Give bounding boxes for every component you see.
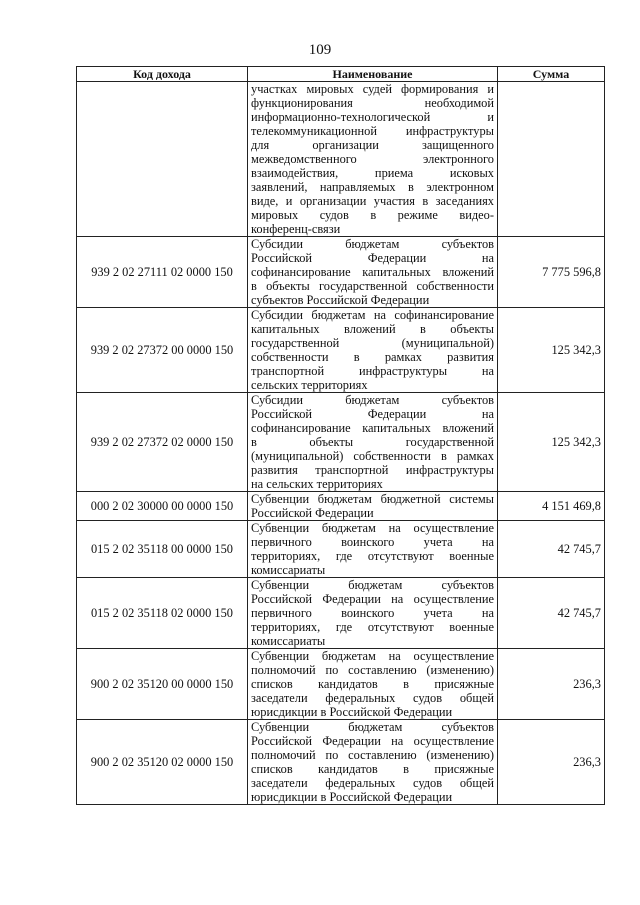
name-line: информационно-технологической и [251, 110, 494, 124]
name-line: государственной (муниципальной) [251, 336, 494, 350]
name-line: развития транспортной инфраструктуры [251, 463, 494, 477]
name-line: первичного воинского учета на [251, 535, 494, 549]
table-body [77, 82, 605, 805]
income-code-cell: 900 2 02 35120 02 0000 150 [77, 720, 248, 805]
name-line: в объекты государственной собственности [251, 279, 494, 293]
income-name-cell [248, 720, 498, 805]
name-line: на сельских территориях [251, 477, 383, 491]
amount-cell: 42 745,7 [498, 521, 605, 578]
header-name: Наименование [248, 67, 498, 82]
name-line: Субвенции бюджетам бюджетной системы [251, 492, 494, 506]
name-line: Субсидии бюджетам субъектов [251, 237, 494, 251]
table-row [77, 492, 605, 521]
name-line: для организации защищенного [251, 138, 494, 152]
name-line: территориях, где отсутствуют военные [251, 549, 494, 563]
income-code-cell: 900 2 02 35120 00 0000 150 [77, 649, 248, 720]
name-line: Российской Федерации на [251, 251, 494, 265]
name-line: комиссариаты [251, 563, 326, 577]
name-line: (муниципальной) собственности в рамках [251, 449, 494, 463]
income-name-cell [248, 82, 498, 237]
name-line: списков кандидатов в присяжные [251, 762, 494, 776]
page-number: 109 [308, 42, 332, 58]
table-row [77, 649, 605, 720]
name-line: межведомственного электронного [251, 152, 494, 166]
name-line: собственности в рамках развития [251, 350, 494, 364]
name-line: Субвенции бюджетам на осуществление [251, 649, 494, 663]
income-name-cell [248, 308, 498, 393]
name-line: комиссариаты [251, 634, 326, 648]
name-line: капитальных вложений в объекты [251, 322, 494, 336]
income-name-cell [248, 521, 498, 578]
name-line: конференц-связи [251, 222, 341, 236]
amount-cell: 125 342,3 [498, 308, 605, 393]
name-line: Субвенции бюджетам субъектов [251, 720, 494, 734]
name-line: заявлений, направляемых в электронном [251, 180, 494, 194]
table-row [77, 521, 605, 578]
amount-cell: 236,3 [498, 649, 605, 720]
table-header-row [77, 67, 605, 82]
name-line: виде, и организации участия в заседаниях [251, 194, 494, 208]
name-line: юрисдикции в Российской Федерации [251, 790, 453, 804]
name-line: полномочий по составлению (изменению) [251, 748, 494, 762]
name-line: Российской Федерации [251, 506, 374, 520]
name-line: участках мировых судей формирования и [251, 82, 494, 96]
header-sum: Сумма [498, 67, 605, 82]
name-line: Российской Федерации на [251, 407, 494, 421]
table-row [77, 82, 605, 237]
header-code: Код дохода [77, 67, 248, 82]
name-line: заседатели федеральных судов общей [251, 776, 494, 790]
amount-cell [498, 82, 605, 237]
income-code-cell: 939 2 02 27372 00 0000 150 [77, 308, 248, 393]
income-name-cell [248, 649, 498, 720]
income-name-cell [248, 492, 498, 521]
amount-cell: 4 151 469,8 [498, 492, 605, 521]
name-line: транспортной инфраструктуры на [251, 364, 494, 378]
income-name-cell [248, 393, 498, 492]
amount-cell: 125 342,3 [498, 393, 605, 492]
name-line: Российской Федерации на осуществление [251, 734, 494, 748]
name-line: Субвенции бюджетам на осуществление [251, 521, 494, 535]
name-line: Субсидии бюджетам на софинансирование [251, 308, 494, 322]
name-line: взаимодействия, приема исковых [251, 166, 494, 180]
income-code-cell: 015 2 02 35118 02 0000 150 [77, 578, 248, 649]
table-row [77, 578, 605, 649]
name-line: территориях, где отсутствуют военные [251, 620, 494, 634]
name-line: первичного воинского учета на [251, 606, 494, 620]
table-row [77, 720, 605, 805]
name-line: полномочий по составлению (изменению) [251, 663, 494, 677]
table-row [77, 237, 605, 308]
name-line: функционирования необходимой [251, 96, 494, 110]
name-line: телекоммуникационной инфраструктуры [251, 124, 494, 138]
name-line: Субсидии бюджетам субъектов [251, 393, 494, 407]
income-code-cell: 939 2 02 27111 02 0000 150 [77, 237, 248, 308]
income-code-cell: 015 2 02 35118 00 0000 150 [77, 521, 248, 578]
name-line: списков кандидатов в присяжные [251, 677, 494, 691]
name-line: Субвенции бюджетам субъектов [251, 578, 494, 592]
income-code-cell: 939 2 02 27372 02 0000 150 [77, 393, 248, 492]
income-code-cell [77, 82, 248, 237]
amount-cell: 42 745,7 [498, 578, 605, 649]
income-code-cell: 000 2 02 30000 00 0000 150 [77, 492, 248, 521]
name-line: мировых судов в режиме видео- [251, 208, 494, 222]
amount-cell: 236,3 [498, 720, 605, 805]
income-name-cell [248, 237, 498, 308]
name-line: софинансирование капитальных вложений [251, 421, 494, 435]
revenue-table [76, 66, 605, 805]
income-name-cell [248, 578, 498, 649]
table-row [77, 393, 605, 492]
table-row [77, 308, 605, 393]
amount-cell: 7 775 596,8 [498, 237, 605, 308]
name-line: Российской Федерации на осуществление [251, 592, 494, 606]
name-line: в объекты государственной [251, 435, 494, 449]
name-line: сельских территориях [251, 378, 368, 392]
name-line: юрисдикции в Российской Федерации [251, 705, 453, 719]
name-line: заседатели федеральных судов общей [251, 691, 494, 705]
name-line: софинансирование капитальных вложений [251, 265, 494, 279]
name-line: субъектов Российской Федерации [251, 293, 430, 307]
